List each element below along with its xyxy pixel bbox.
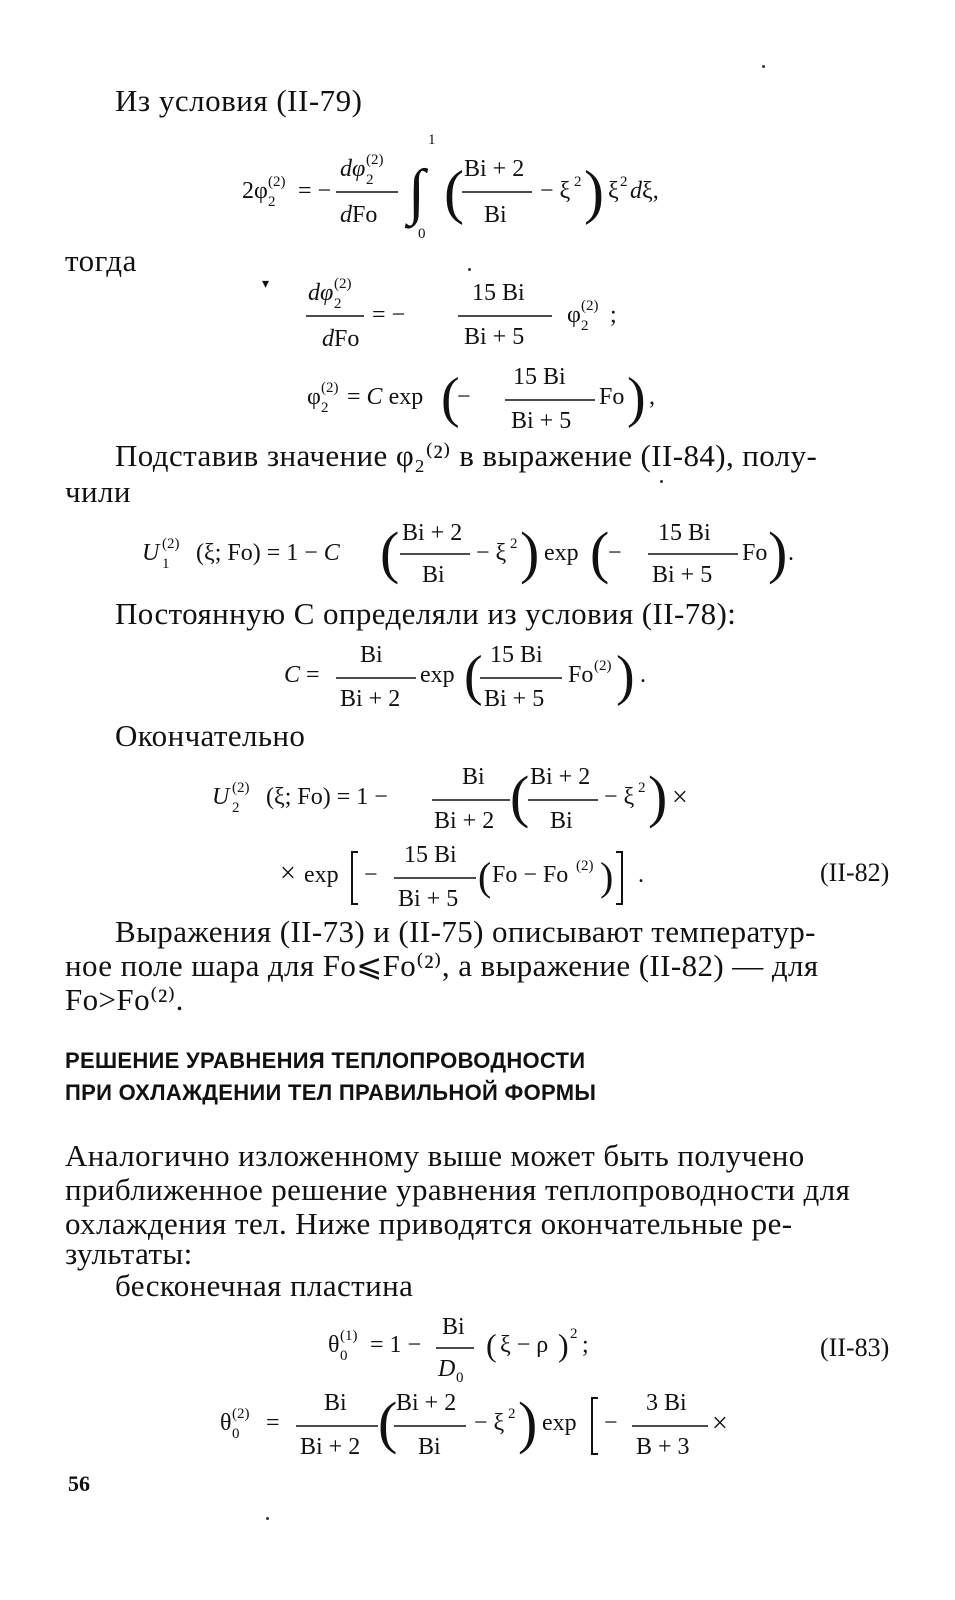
svg-text:= 1 −: = 1 −: [370, 1332, 422, 1358]
svg-text:15 Bi: 15 Bi: [472, 280, 525, 306]
svg-text:2: 2: [581, 318, 589, 334]
svg-text:−: −: [364, 862, 378, 888]
svg-text:dφ: dφ: [340, 156, 366, 182]
svg-text:Bi + 2: Bi + 2: [530, 764, 591, 790]
svg-text:): ): [600, 854, 614, 899]
svg-text:=: =: [266, 1410, 280, 1436]
svg-text:−: −: [608, 540, 622, 566]
svg-text:(ξ; Fo) = 1 − C: (ξ; Fo) = 1 − C: [196, 540, 340, 566]
svg-text:2: 2: [334, 296, 342, 312]
svg-text:Bi + 5: Bi + 5: [511, 408, 572, 434]
svg-text:(2): (2): [576, 858, 594, 874]
svg-text:(2): (2): [366, 152, 384, 168]
svg-text:ξ − ρ: ξ − ρ: [500, 1332, 549, 1358]
svg-text:θ: θ: [220, 1410, 232, 1436]
equation-5: [280, 636, 680, 716]
svg-text:φ: φ: [567, 302, 581, 328]
paragraph-analogous-line1: Аналогично изложенному выше может быть получено: [65, 1138, 805, 1173]
svg-text:15 Bi: 15 Bi: [658, 520, 711, 546]
svg-text:×: ×: [672, 782, 688, 813]
section-heading-line1: РЕШЕНИЕ УРАВНЕНИЯ ТЕПЛОПРОВОДНОСТИ: [65, 1048, 586, 1073]
svg-text:(: (: [486, 1327, 497, 1363]
svg-text:Bi: Bi: [484, 202, 507, 228]
scan-speck: [468, 268, 471, 271]
svg-text:Fo: Fo: [599, 384, 625, 410]
svg-text:(1): (1): [340, 1328, 358, 1344]
svg-text:(: (: [380, 520, 400, 585]
svg-text:Bi: Bi: [442, 1314, 465, 1340]
svg-text:−: −: [457, 384, 471, 410]
svg-text:(2): (2): [232, 780, 250, 796]
svg-text:(: (: [464, 645, 483, 707]
svg-text:1: 1: [428, 132, 436, 148]
scan-speck: [660, 480, 663, 483]
svg-text:×: ×: [712, 1408, 728, 1439]
equation-6-line-2: [276, 838, 696, 914]
svg-text:0: 0: [340, 1348, 348, 1364]
svg-text:0: 0: [418, 226, 426, 242]
svg-text:2: 2: [508, 1406, 516, 1422]
svg-text:2: 2: [570, 1326, 578, 1342]
svg-text:.: .: [640, 662, 646, 688]
svg-text:Bi: Bi: [360, 642, 383, 668]
svg-text:2: 2: [232, 800, 240, 816]
svg-text:2: 2: [574, 174, 582, 190]
svg-text:(: (: [378, 1390, 398, 1455]
paragraph-expressions-line3: Fo>Fo⁽²⁾.: [65, 982, 184, 1017]
svg-text:Bi + 2: Bi + 2: [396, 1390, 457, 1416]
svg-text:Bi + 5: Bi + 5: [652, 562, 713, 588]
equation-number-ii-83: (II-83): [820, 1333, 890, 1362]
svg-text:D: D: [438, 1356, 456, 1382]
svg-text:Bi + 5: Bi + 5: [398, 886, 459, 912]
svg-text:∫: ∫: [408, 158, 425, 226]
svg-text:(2): (2): [232, 1406, 250, 1422]
svg-text:): ): [518, 1390, 538, 1455]
svg-text:15 Bi: 15 Bi: [490, 642, 543, 668]
equation-8: [218, 1382, 758, 1466]
svg-text:Fo: Fo: [568, 662, 594, 688]
svg-text:Fo: Fo: [742, 540, 768, 566]
paragraph-intro: Из условия (II-79): [115, 83, 363, 118]
svg-text:): ): [558, 1327, 569, 1363]
equation-4: [140, 510, 800, 594]
svg-text:×: ×: [280, 858, 296, 889]
svg-text:Bi + 2: Bi + 2: [300, 1434, 361, 1460]
svg-text:= C exp: = C exp: [347, 384, 424, 410]
svg-text:15 Bi: 15 Bi: [513, 364, 566, 390]
svg-text:− ξ: − ξ: [476, 540, 507, 566]
svg-text:2: 2: [510, 536, 518, 552]
equation-1: [240, 130, 710, 242]
svg-text:Fo − Fo: Fo − Fo: [492, 862, 569, 888]
svg-text:(2): (2): [594, 658, 612, 674]
svg-text:U: U: [142, 540, 160, 566]
svg-text:Bi: Bi: [422, 562, 445, 588]
svg-text:− ξ: − ξ: [604, 784, 635, 810]
svg-text:15 Bi: 15 Bi: [404, 842, 457, 868]
svg-text:2φ: 2φ: [242, 178, 268, 204]
svg-text:): ): [627, 367, 646, 429]
svg-text:Bi + 2: Bi + 2: [464, 156, 525, 182]
svg-text:U: U: [212, 784, 230, 810]
svg-text:(2): (2): [162, 536, 180, 552]
svg-text:.: .: [788, 540, 794, 566]
svg-text:(ξ; Fo) = 1 −: (ξ; Fo) = 1 −: [266, 784, 388, 810]
svg-text:): ): [648, 764, 668, 829]
svg-text:(2): (2): [581, 298, 599, 314]
svg-text:3 Bi: 3 Bi: [646, 1390, 687, 1416]
svg-text:.: .: [638, 862, 644, 888]
paragraph-constant: Постоянную C определяли из условия (II-78):: [115, 596, 737, 631]
paragraph-expressions-line1: Выражения (II-73) и (II-75) описывают температур-: [115, 914, 816, 949]
svg-text:dFo: dFo: [340, 202, 378, 228]
paragraph-then: тогда: [65, 243, 137, 278]
svg-text:(: (: [478, 854, 492, 899]
svg-text:Bi: Bi: [462, 764, 485, 790]
svg-text:▾: ▾: [262, 277, 270, 292]
paragraph-substitute-line2: чили: [65, 474, 131, 509]
svg-text:Bi + 2: Bi + 2: [340, 686, 401, 712]
svg-text:2: 2: [366, 172, 374, 188]
svg-text:= −: = −: [372, 302, 406, 328]
equation-3: [305, 358, 675, 434]
svg-text:Bi: Bi: [324, 1390, 347, 1416]
svg-text:exp: exp: [542, 1410, 577, 1436]
svg-text:ξ: ξ: [608, 178, 619, 204]
paragraph-analogous-line3: охлаждения тел. Ниже приводятся окончательные ре-: [65, 1206, 793, 1241]
svg-text:;: ;: [610, 302, 617, 328]
equation-2: [262, 272, 642, 354]
scan-speck: [762, 65, 765, 68]
svg-text:(2): (2): [321, 380, 339, 396]
paragraph-analogous-line4: зультаты:: [65, 1236, 193, 1271]
svg-text:Bi + 5: Bi + 5: [484, 686, 545, 712]
svg-text:2: 2: [620, 174, 628, 190]
paragraph-substitute-line1: Подставив значение φ₂⁽²⁾ в выражение (II-84), полу-: [115, 438, 818, 473]
svg-text:(2): (2): [334, 276, 352, 292]
svg-text:Bi: Bi: [418, 1434, 441, 1460]
svg-text:(: (: [444, 159, 464, 225]
svg-text:exp: exp: [420, 662, 455, 688]
svg-text:0: 0: [232, 1426, 240, 1442]
equation-7: [326, 1310, 626, 1386]
svg-text:(: (: [510, 764, 530, 829]
svg-text:(2): (2): [268, 174, 286, 190]
svg-text:;: ;: [582, 1332, 589, 1358]
svg-text:2: 2: [321, 400, 329, 416]
equation-number-ii-82: (II-82): [820, 858, 890, 887]
svg-text:0: 0: [456, 1370, 464, 1386]
svg-text:Bi + 2: Bi + 2: [402, 520, 463, 546]
svg-text:Bi + 2: Bi + 2: [434, 808, 495, 834]
svg-text:φ: φ: [307, 384, 321, 410]
svg-text:C: C: [284, 662, 301, 688]
svg-text:dφ: dφ: [308, 280, 334, 306]
svg-text:exp: exp: [304, 862, 339, 888]
svg-text:): ): [616, 645, 635, 707]
svg-text:2: 2: [268, 194, 276, 210]
paragraph-expressions-line2: ное поле шара для Fo⩽Fo⁽²⁾, а выражение (II-82) — для: [65, 948, 819, 983]
paragraph-finally: Окончательно: [115, 718, 306, 753]
paragraph-infinite-plate: бесконечная пластина: [115, 1268, 414, 1303]
svg-text:(: (: [590, 520, 610, 585]
svg-text:Bi + 5: Bi + 5: [464, 324, 525, 350]
svg-text:B + 3: B + 3: [636, 1434, 690, 1460]
section-heading-line2: ПРИ ОХЛАЖДЕНИИ ТЕЛ ПРАВИЛЬНОЙ ФОРМЫ: [65, 1080, 597, 1105]
svg-text:−: −: [604, 1410, 618, 1436]
svg-text:,: ,: [649, 384, 655, 410]
equation-6-line-1: [210, 756, 730, 840]
svg-text:): ): [584, 159, 604, 225]
svg-text:− ξ: − ξ: [474, 1410, 505, 1436]
svg-text:): ): [768, 520, 788, 585]
svg-text:dξ,: dξ,: [630, 178, 659, 204]
svg-text:dFo: dFo: [322, 326, 360, 352]
svg-text:exp: exp: [544, 540, 579, 566]
svg-text:θ: θ: [328, 1332, 340, 1358]
paragraph-analogous-line2: приближенное решение уравнения теплопроводности для: [65, 1172, 851, 1207]
page-number: 56: [68, 1471, 90, 1496]
svg-text:− ξ: − ξ: [540, 178, 571, 204]
svg-text:2: 2: [638, 780, 646, 796]
svg-text:=: =: [306, 662, 320, 688]
svg-text:Bi: Bi: [550, 808, 573, 834]
svg-text:(: (: [441, 367, 460, 429]
svg-text:= −: = −: [298, 178, 332, 204]
svg-text:1: 1: [162, 556, 170, 572]
scan-speck: [266, 1517, 269, 1520]
svg-text:): ): [520, 520, 540, 585]
